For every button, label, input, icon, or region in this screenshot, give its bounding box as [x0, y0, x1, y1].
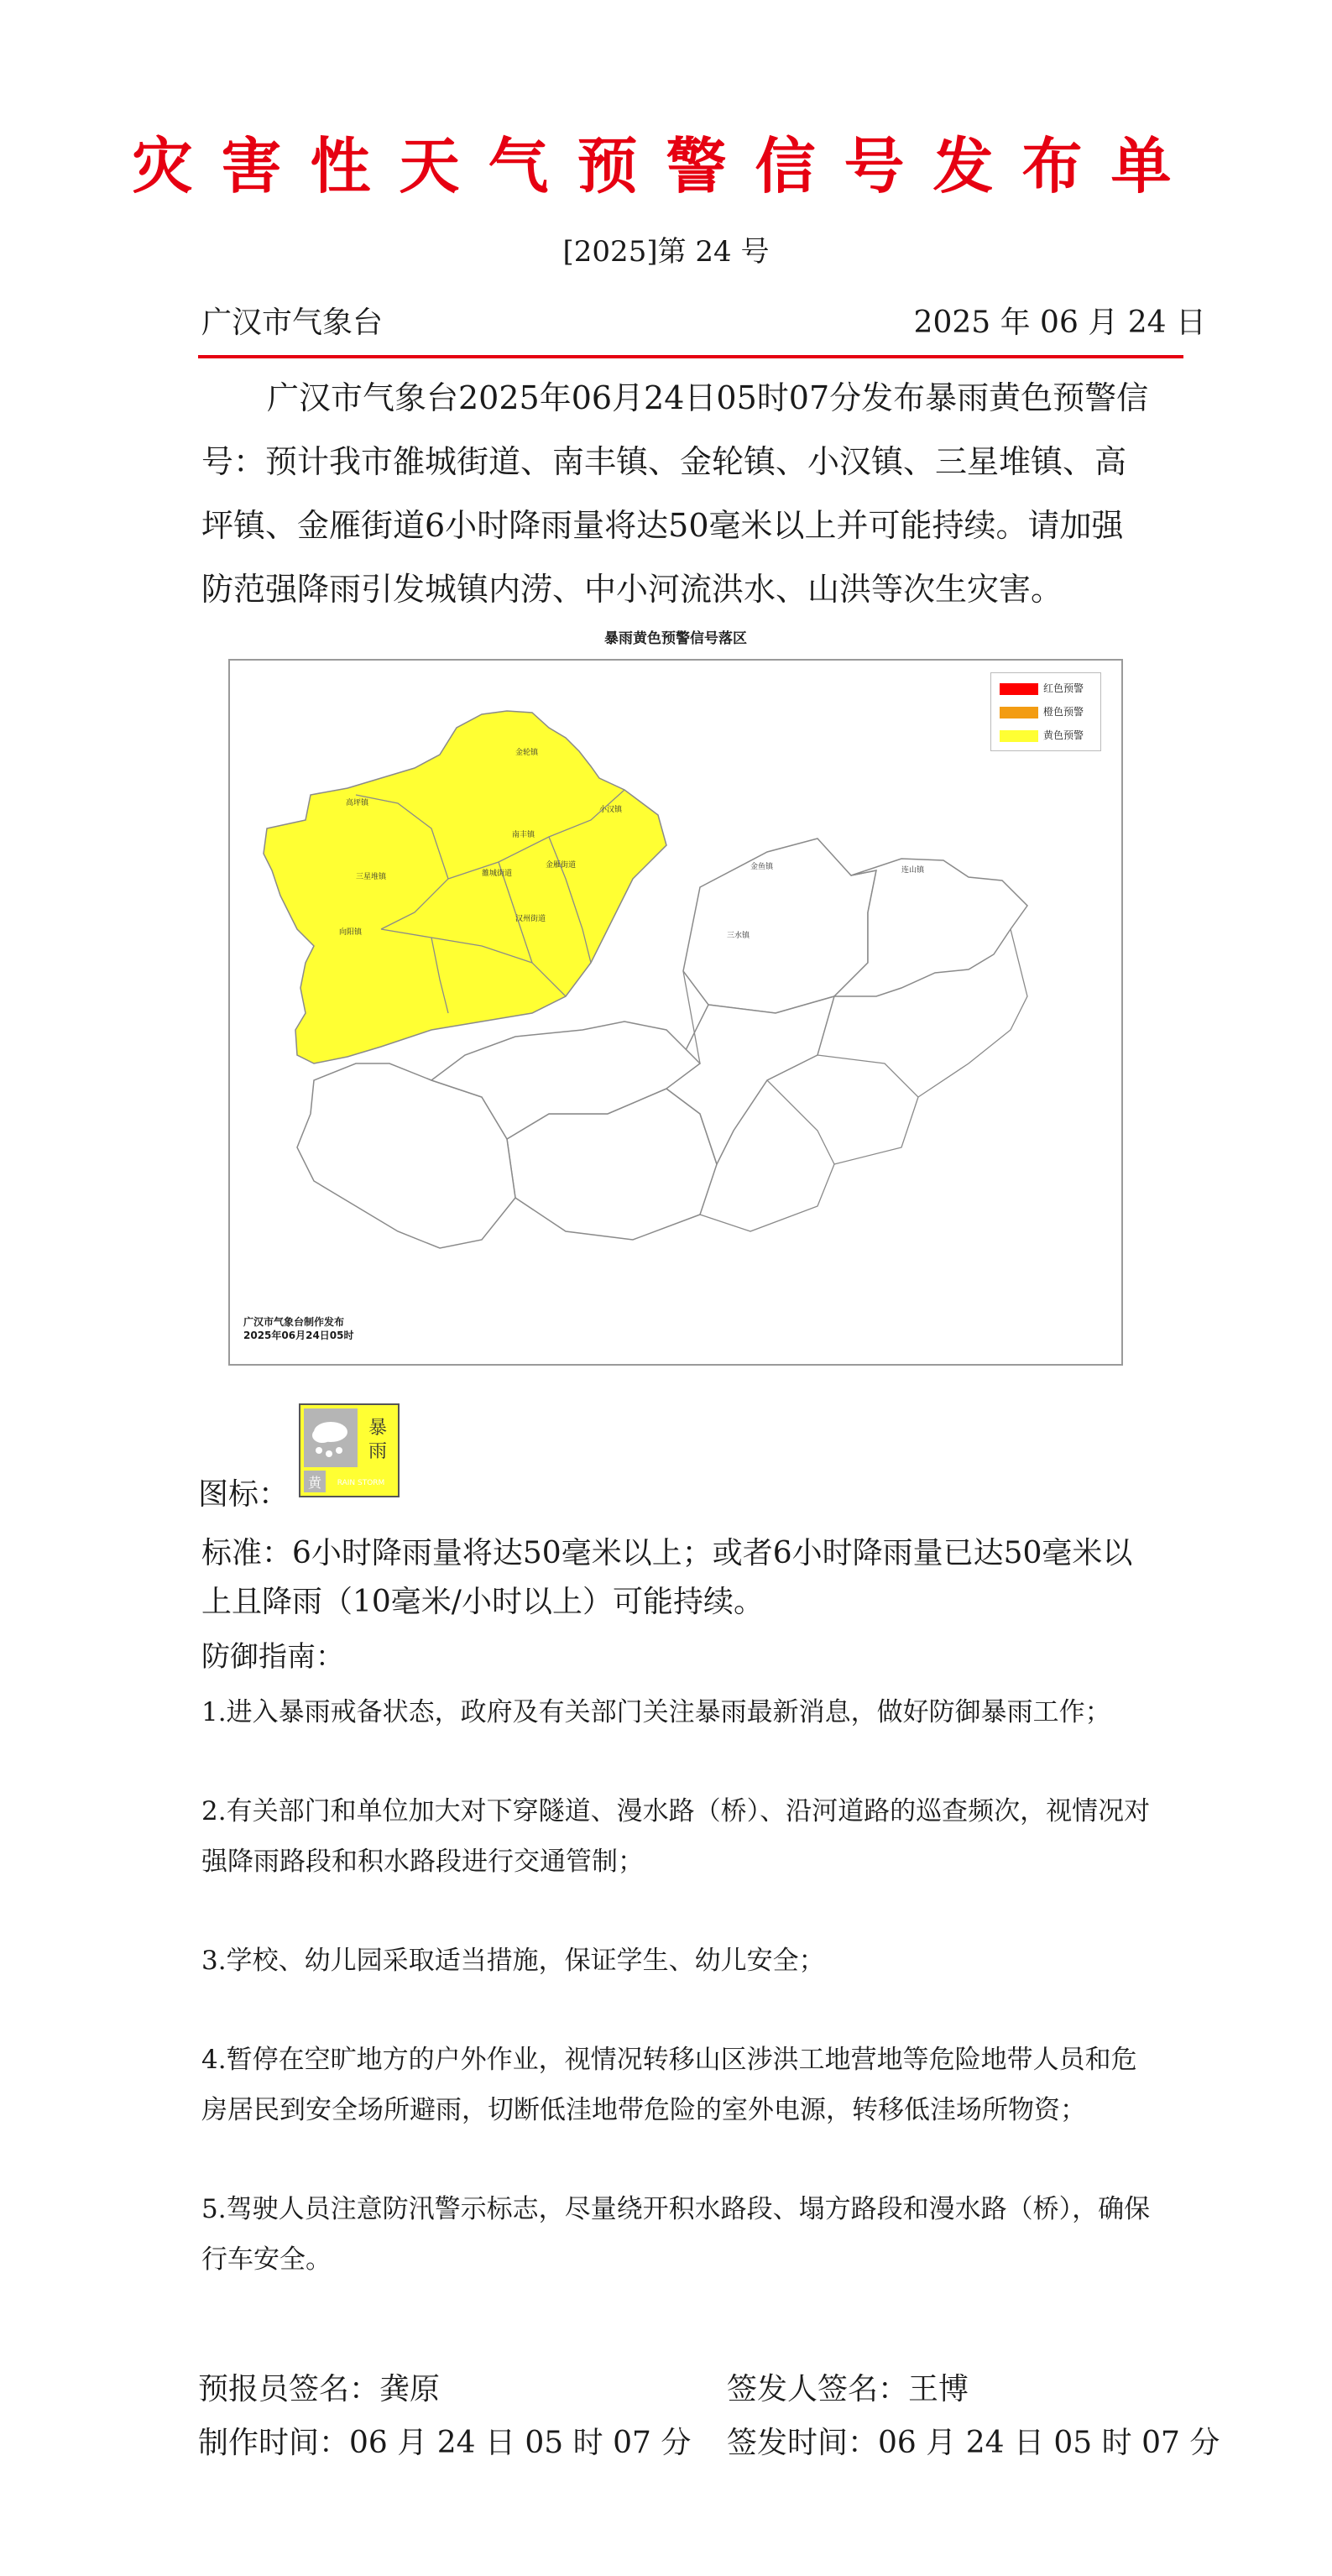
- map-svg: [230, 661, 1121, 1364]
- issuer-name: 广汉市气象台: [201, 306, 384, 340]
- map-credit-time: 2025年06月24日05时: [243, 1330, 354, 1341]
- icon-text-top: 暴: [368, 1418, 388, 1439]
- guide-item: 4.暂停在空旷地方的户外作业，视情况转移山区涉洪工地营地等危险地带人员和危房居民到安全场所避雨，切断低洼地带危险的室外电源，转移低洼场所物资；: [201, 2045, 1137, 2125]
- map-title: 暴雨黄色预警信号落区: [604, 630, 747, 647]
- town-label-sanshui: 三水镇: [727, 932, 750, 940]
- town-label-nanfeng: 南丰镇: [512, 831, 535, 839]
- town-label-jinyan: 金雁街道: [546, 861, 577, 870]
- map-credit-line: 广汉市气象台制作发布: [243, 1316, 345, 1328]
- town-label-jinlun: 金轮镇: [515, 749, 539, 757]
- town-label-gaoping: 高坪镇: [346, 799, 369, 807]
- guide-item: 2.有关部门和单位加大对下穿隧道、漫水路（桥）、沿河道路的巡查频次，视情况对强降雨路段和积水路段进行交通管制；: [201, 1796, 1151, 1877]
- icon-text-small: 黄: [307, 1475, 322, 1491]
- legend-swatch-orange: [1000, 707, 1038, 718]
- document-title: 灾害性天气预警信号发布单: [132, 130, 1200, 201]
- icon-text-bottom: 雨: [368, 1441, 388, 1462]
- made-time: 制作时间：06 月 24 日 05 时 07 分: [198, 2426, 692, 2460]
- legend-swatch-red: [1000, 683, 1038, 695]
- map-credit: [243, 1315, 354, 1342]
- map-legend: [990, 672, 1101, 751]
- guide-item: 3.学校、幼儿园采取适当措施，保证学生、幼儿安全；: [201, 1946, 825, 1976]
- forecaster-signature: 预报员签名：龚原: [198, 2372, 441, 2406]
- issue-date: 2025 年 06 月 24 日: [913, 306, 1206, 340]
- legend-red: [1000, 680, 1084, 697]
- region-yellow-warning: [264, 711, 666, 1063]
- rainstorm-yellow-signal-icon: [299, 1403, 400, 1497]
- issue-time: 签发时间：06 月 24 日 05 时 07 分: [727, 2426, 1220, 2460]
- guide-item: 5.驾驶人员注意防汛警示标志，尽量绕开积水路段、塌方路段和漫水路（桥），确保行车安全。: [201, 2194, 1151, 2275]
- legend-swatch-yellow: [1000, 730, 1038, 742]
- legend-label: 红色预警: [1043, 682, 1084, 694]
- town-label-luocheng: 雒城街道: [482, 870, 513, 878]
- issuer-signature: 签发人签名：王博: [727, 2372, 969, 2406]
- warning-area-map: [228, 659, 1123, 1366]
- warning-intro-paragraph: 广汉市气象台2025年06月24日05时07分发布暴雨黄色预警信号：预计我市雒城街道、南丰镇、金轮镇、小汉镇、三星堆镇、高坪镇、金雁街道6小时降雨量将达50毫米以上并可能持续。请加强防范强降雨引发城镇内涝、中小河流洪水、山洪等次生灾害。: [201, 379, 1149, 608]
- icon-text-en: RAIN STORM: [337, 1479, 385, 1487]
- legend-orange: [1000, 703, 1084, 720]
- warning-standard: 标准：6小时降雨量将达50毫米以上；或者6小时降雨量已达50毫米以上且降雨（10毫米/小时以上）可能持续。: [201, 1536, 1133, 1619]
- legend-label: 橙色预警: [1043, 706, 1084, 718]
- town-label-jinyu: 金鱼镇: [750, 863, 774, 871]
- guide-item: 1.进入暴雨戒备状态，政府及有关部门关注暴雨最新消息，做好防御暴雨工作；: [201, 1697, 1111, 1727]
- icon-label: 图标：: [198, 1477, 290, 1512]
- town-label-hanzhou: 汉州街道: [515, 915, 546, 923]
- header-divider: [198, 355, 1183, 358]
- town-label-sanxingdui: 三星堆镇: [356, 873, 387, 881]
- guide-heading: 防御指南：: [201, 1640, 344, 1674]
- town-label-xiaohan: 小汉镇: [599, 806, 623, 814]
- town-label-lianshan: 连山镇: [901, 866, 925, 875]
- town-label-xiangyang: 向阳镇: [339, 928, 363, 937]
- document-number: [2025]第 24 号: [562, 235, 770, 269]
- legend-yellow: [1000, 727, 1084, 744]
- legend-label: 黄色预警: [1043, 729, 1084, 741]
